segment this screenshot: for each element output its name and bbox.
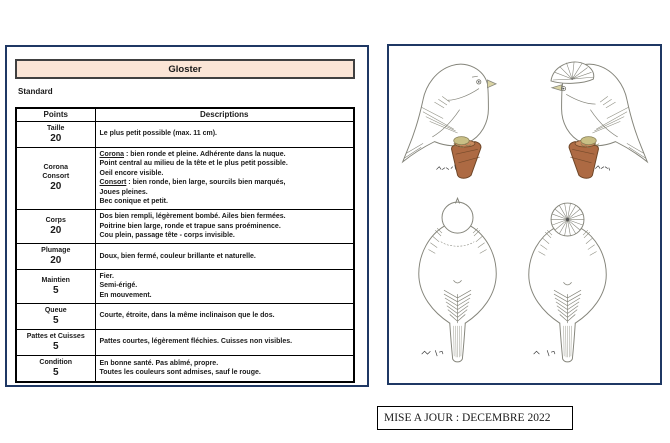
table-row bbox=[16, 121, 354, 147]
description-line bbox=[100, 150, 350, 160]
row-points: 5 bbox=[52, 340, 59, 352]
row-points: 20 bbox=[50, 224, 62, 236]
description-cell bbox=[95, 210, 354, 244]
row-points: 5 bbox=[52, 284, 59, 296]
description-segment: En bonne santé. Pas abîmé, propre. bbox=[99, 359, 219, 367]
description-segment: Corona bbox=[99, 150, 124, 158]
description-line bbox=[100, 129, 350, 139]
row-label: Plumage bbox=[41, 246, 71, 254]
description-segment: Bec conique et petit. bbox=[99, 198, 168, 206]
description-segment: Le plus petit possible (max. 11 cm). bbox=[99, 130, 217, 138]
artist-signature bbox=[534, 350, 555, 356]
row-label: Queue bbox=[44, 306, 67, 314]
description-segment: Doux, bien fermé, couleur brillante et naturelle. bbox=[99, 252, 256, 260]
description-line bbox=[100, 359, 350, 369]
tail bbox=[560, 323, 575, 362]
artist-signature bbox=[436, 165, 455, 170]
table-row bbox=[16, 329, 354, 355]
row-label: Condition bbox=[39, 358, 73, 366]
table-row bbox=[16, 147, 354, 210]
standard-table-body bbox=[16, 121, 354, 382]
description-line bbox=[100, 337, 350, 347]
points-cell bbox=[16, 243, 95, 269]
standard-panel bbox=[5, 45, 369, 387]
description-segment: Fier. bbox=[99, 272, 114, 280]
tail bbox=[450, 323, 465, 362]
points-cell bbox=[16, 210, 95, 244]
points-cell bbox=[16, 355, 95, 382]
chest-mark bbox=[454, 281, 462, 283]
points-cell bbox=[16, 329, 95, 355]
description-cell bbox=[95, 269, 354, 303]
chest-mark bbox=[564, 282, 572, 284]
description-segment: Oeil encore visible. bbox=[99, 169, 164, 177]
description-segment: Cou plein, passage tête - corps invisible. bbox=[99, 232, 235, 240]
description-segment: Toutes les couleurs sont admises, sauf le rouge. bbox=[99, 369, 261, 377]
bird-front-consort-illustration bbox=[412, 196, 504, 368]
description-line bbox=[100, 222, 350, 232]
descriptions-column-header: Descriptions bbox=[95, 108, 354, 121]
table-row bbox=[16, 355, 354, 382]
description-line bbox=[100, 311, 350, 321]
row-label: Maintien bbox=[41, 276, 70, 284]
description-line bbox=[100, 178, 350, 188]
points-column-header: Points bbox=[16, 108, 95, 121]
description-segment: Pattes courtes, légèrement fléchies. Cuisses non visibles. bbox=[99, 338, 293, 346]
description-cell bbox=[95, 303, 354, 329]
description-segment: Poitrine bien large, ronde et trapue sans proéminence. bbox=[99, 222, 281, 230]
crest bbox=[551, 62, 594, 84]
description-line bbox=[100, 281, 350, 291]
illustrations-panel bbox=[387, 44, 662, 385]
description-line bbox=[100, 368, 350, 378]
row-points: 20 bbox=[50, 181, 62, 193]
update-notice-box bbox=[377, 406, 573, 430]
row-points: 20 bbox=[50, 132, 62, 144]
bird-side-consort-illustration bbox=[399, 54, 521, 184]
row-label: Pattes et Cuisses bbox=[26, 332, 85, 340]
row-label: Corps bbox=[45, 216, 66, 224]
description-segment: : bien ronde, bien large, sourcils bien marqués, bbox=[126, 179, 286, 187]
points-cell bbox=[16, 147, 95, 210]
description-cell bbox=[95, 243, 354, 269]
row-label: Corona bbox=[43, 164, 68, 172]
table-header-row bbox=[16, 108, 354, 121]
row-points: 20 bbox=[50, 254, 62, 266]
standard-label: Standard bbox=[18, 87, 53, 96]
breed-title: Gloster bbox=[168, 63, 202, 75]
crest-center bbox=[566, 218, 569, 221]
row-points: 5 bbox=[52, 314, 59, 326]
shoulder-shading bbox=[538, 230, 596, 255]
description-line bbox=[100, 188, 350, 198]
breed-title-banner bbox=[15, 59, 355, 79]
row-label: Taille bbox=[47, 124, 65, 132]
beak bbox=[487, 80, 496, 88]
standard-table bbox=[15, 107, 355, 383]
table-row bbox=[16, 243, 354, 269]
description-line bbox=[100, 231, 350, 241]
description-segment: Semi-érigé. bbox=[99, 282, 138, 290]
description-segment: Dos bien rempli, légèrement bombé. Ailes bien fermées. bbox=[99, 213, 286, 221]
description-segment: Courte, étroite, dans la même inclinaison que le dos. bbox=[99, 312, 275, 320]
shoulder-shading bbox=[428, 228, 486, 253]
points-cell bbox=[16, 121, 95, 147]
points-cell bbox=[16, 303, 95, 329]
description-line bbox=[100, 291, 350, 301]
description-segment: Point central au milieu de la tête et le plus petit possible. bbox=[99, 160, 288, 168]
description-segment: Consort bbox=[99, 179, 127, 187]
description-segment: En mouvement. bbox=[99, 292, 152, 300]
artist-signature bbox=[595, 166, 609, 171]
description-line bbox=[100, 159, 350, 169]
table-row bbox=[16, 269, 354, 303]
head-outline bbox=[442, 202, 473, 233]
chevron-feathers bbox=[444, 290, 471, 323]
artist-signature bbox=[422, 350, 443, 356]
wing-feathers bbox=[592, 96, 629, 133]
chevron-feathers bbox=[554, 290, 581, 323]
points-cell bbox=[16, 269, 95, 303]
description-segment: : bien ronde et pleine. Adhérente dans la nuque. bbox=[124, 150, 286, 158]
description-segment: Joues pleines. bbox=[99, 188, 148, 196]
update-notice-text: MISE A JOUR : DECEMBRE 2022 bbox=[384, 412, 551, 424]
description-line bbox=[100, 272, 350, 282]
description-line bbox=[100, 197, 350, 207]
neck-line bbox=[441, 242, 474, 246]
bird-front-corona-illustration bbox=[522, 196, 614, 368]
bird-side-corona-illustration bbox=[529, 54, 651, 184]
description-cell bbox=[95, 121, 354, 147]
brow-mark bbox=[472, 76, 478, 77]
table-row bbox=[16, 303, 354, 329]
description-cell bbox=[95, 329, 354, 355]
table-row bbox=[16, 210, 354, 244]
wing-feathers bbox=[421, 96, 458, 133]
beak bbox=[552, 85, 562, 91]
row-points: 5 bbox=[52, 366, 59, 378]
eye bbox=[477, 80, 481, 84]
description-cell bbox=[95, 147, 354, 210]
description-cell bbox=[95, 355, 354, 382]
row-label: Consort bbox=[42, 173, 70, 181]
description-line bbox=[100, 169, 350, 179]
description-line bbox=[100, 212, 350, 222]
description-line bbox=[100, 252, 350, 262]
